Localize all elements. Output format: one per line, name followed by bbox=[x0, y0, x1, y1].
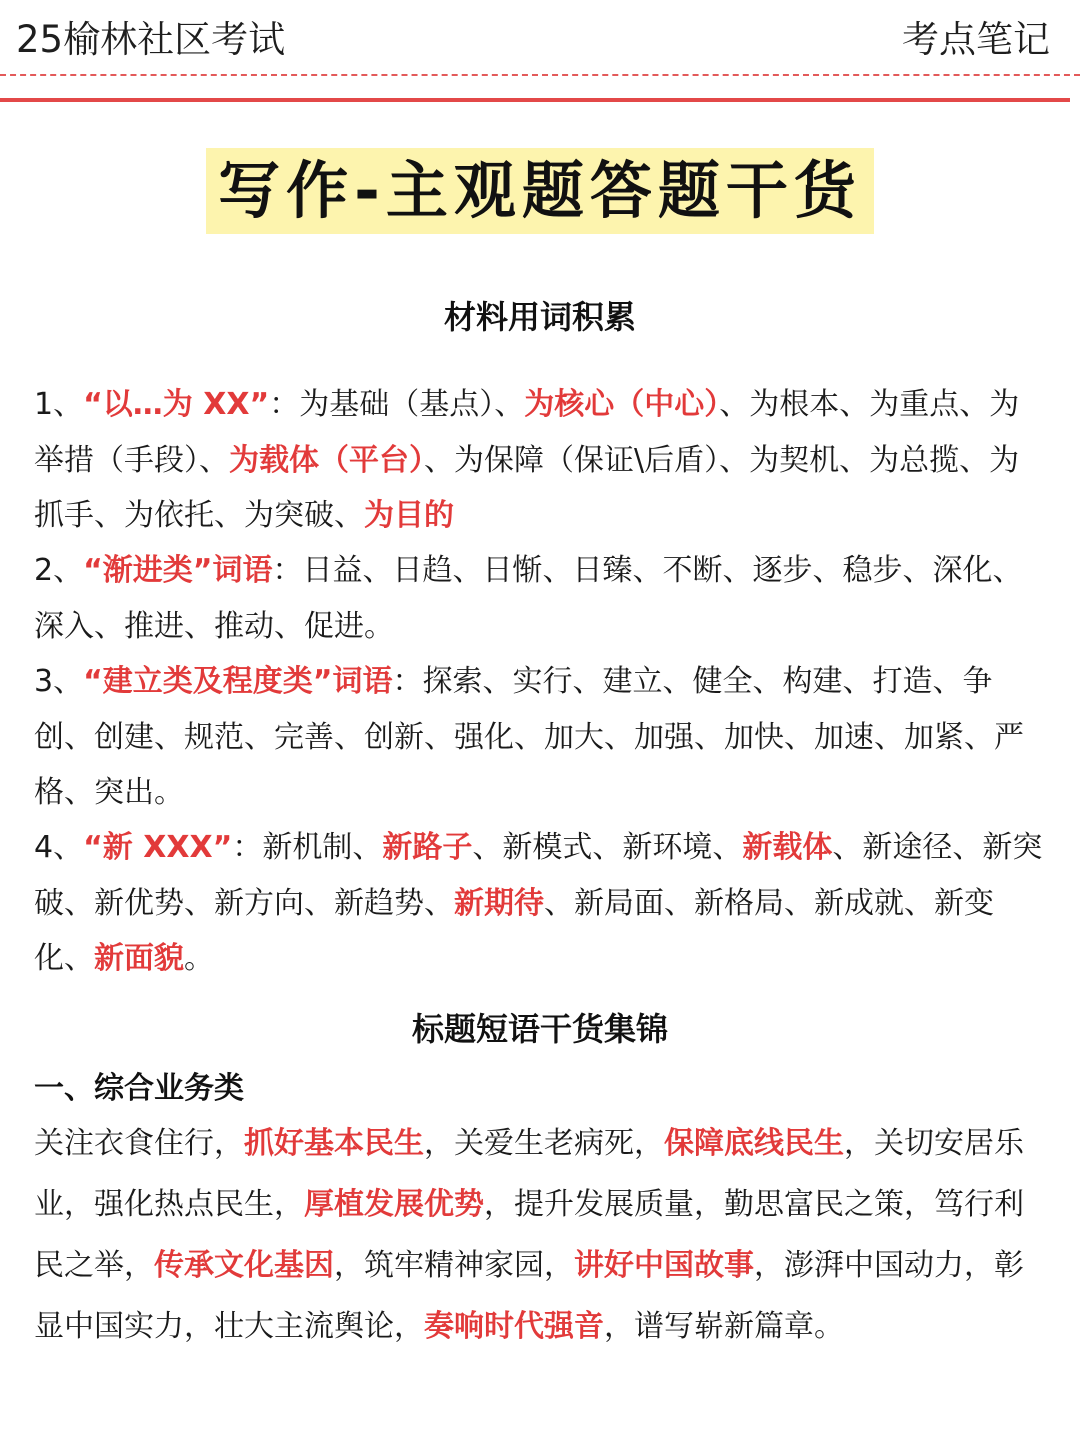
item-segment: ：新机制、 bbox=[232, 830, 383, 865]
phrase-segment: 关注衣食住行， bbox=[34, 1126, 244, 1161]
phrase-segment-highlight: 奏响时代强音 bbox=[424, 1309, 604, 1344]
item-number: 4、 bbox=[34, 830, 84, 865]
item-segment-highlight: 为目的 bbox=[364, 498, 454, 533]
vocab-item-4 bbox=[34, 820, 1046, 987]
item-segment: 、新模式、新环境、 bbox=[472, 830, 743, 865]
item-segment-highlight: 新路子 bbox=[382, 830, 473, 865]
item-segment: 、为保障（保证\后盾）、为契机、为总揽、为抓手、为依托、为突破、 bbox=[34, 442, 1020, 533]
phrase-segment: ，谱写崭新篇章。 bbox=[604, 1309, 844, 1344]
phrase-segment: ，澎湃中国动力，彰显中国实力，壮大主流舆论， bbox=[34, 1248, 1024, 1344]
phrase-segment: ，关切安居乐业，强化热点民生， bbox=[34, 1126, 1024, 1222]
phrase-segment-highlight: 讲好中国故事 bbox=[574, 1248, 754, 1283]
item-segment: ：探索、实行、建立、健全、构建、打造、争创、创建、规范、完善、创新、强化、加大、加强、加快、加速、加紧、严格、突出。 bbox=[34, 664, 1024, 810]
item-segment-highlight: “渐进类”词语 bbox=[83, 553, 273, 588]
section2-subheading: 一、综合业务类 bbox=[34, 1071, 244, 1106]
item-segment: 、新途径、新突破、新优势、新方向、新趋势、 bbox=[34, 830, 1043, 921]
section1-heading: 材料用词积累 bbox=[443, 298, 636, 336]
item-segment-highlight: 新载体 bbox=[742, 830, 833, 865]
phrase-segment: ，筑牢精神家园， bbox=[334, 1248, 574, 1283]
phrase-segment-highlight: 保障底线民生 bbox=[664, 1126, 844, 1161]
page-header bbox=[0, 0, 1080, 104]
item-number: 3、 bbox=[34, 664, 84, 699]
vocab-item-2 bbox=[34, 543, 1046, 654]
vocab-item-1 bbox=[34, 377, 1046, 544]
phrase-segment-highlight: 抓好基本民生 bbox=[244, 1126, 424, 1161]
item-number: 2、 bbox=[34, 553, 84, 588]
item-segment-highlight: “建立类及程度类”词语 bbox=[83, 664, 393, 699]
item-segment: 、新局面、新格局、新成就、新变化、 bbox=[34, 885, 994, 976]
phrase-segment: ，提升发展质量，勤思富民之策，笃行利民之举， bbox=[34, 1187, 1024, 1283]
header-right-title: 考点笔记 bbox=[902, 18, 1050, 61]
phrase-segment-highlight: 传承文化基因 bbox=[154, 1248, 334, 1283]
vocab-item-3 bbox=[34, 654, 1046, 821]
item-segment: ：为基础（基点）、 bbox=[269, 387, 525, 422]
phrase-segment-highlight: 厚植发展优势 bbox=[304, 1187, 484, 1222]
item-segment-highlight: 为核心（中心） bbox=[524, 387, 720, 422]
title-phrases-paragraph bbox=[34, 1113, 1046, 1357]
item-segment: 、为根本、为重点、为举措（手段）、 bbox=[34, 387, 1020, 478]
phrase-segment: ，关爱生老病死， bbox=[424, 1126, 664, 1161]
header-solid-divider bbox=[0, 98, 1070, 102]
section2-heading: 标题短语干货集锦 bbox=[411, 1010, 668, 1048]
header-dashed-divider bbox=[0, 74, 1080, 76]
header-left-title: 25榆林社区考试 bbox=[16, 18, 286, 61]
page-title: 写作-主观题答题干货 bbox=[206, 148, 874, 234]
item-segment-highlight: 新面貌 bbox=[94, 941, 184, 976]
item-number: 1、 bbox=[34, 387, 84, 422]
page-title-wrap bbox=[0, 148, 1080, 234]
item-segment: 。 bbox=[184, 941, 214, 976]
item-segment-highlight: “以…为 XX” bbox=[83, 387, 270, 422]
item-segment-highlight: 新期待 bbox=[454, 885, 544, 921]
item-segment-highlight: 为载体（平台） bbox=[229, 442, 424, 478]
item-segment: ：日益、日趋、日惭、日臻、不断、逐步、稳步、深化、深入、推进、推动、促进。 bbox=[34, 553, 1023, 644]
item-segment-highlight: “新 XXX” bbox=[83, 830, 233, 865]
